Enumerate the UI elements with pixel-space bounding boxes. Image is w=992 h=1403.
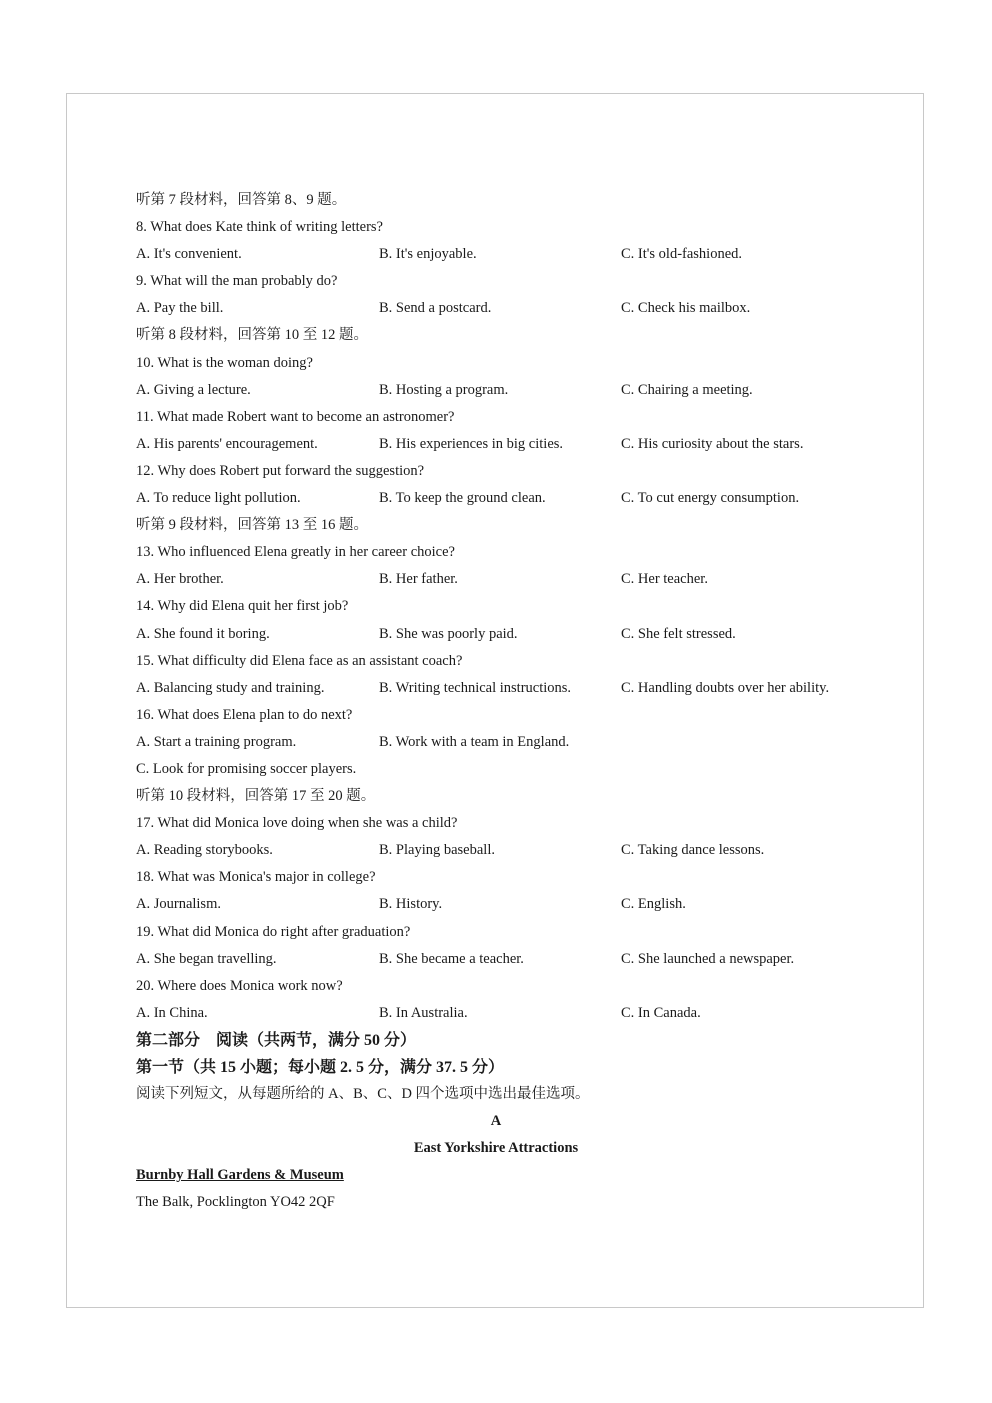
- answer-options-row: [136, 675, 856, 702]
- option-b: B. Work with a team in England.: [379, 733, 570, 750]
- answer-options-row: [136, 566, 856, 593]
- text-line: 15. What difficulty did Elena face as an assistant coach?: [136, 652, 463, 669]
- option-c: C. To cut energy consumption.: [621, 490, 800, 507]
- answer-options-row: [136, 485, 856, 512]
- answer-options-row: [136, 241, 856, 268]
- option-a: A. Start a training program.: [136, 733, 297, 750]
- answer-options-row: [136, 837, 856, 864]
- passage-title: A: [490, 1113, 502, 1130]
- option-a: A. Her brother.: [136, 571, 224, 588]
- section-heading: 第一节（共 15 小题；每小题 2. 5 分，满分 37. 5 分）: [136, 1059, 505, 1076]
- text-line: 听第 9 段材料，回答第 13 至 16 题。: [136, 517, 368, 534]
- option-b: B. Writing technical instructions.: [379, 679, 572, 696]
- exam-content: [136, 187, 856, 1217]
- section-heading: 第二部分 阅读（共两节，满分 50 分）: [136, 1031, 417, 1049]
- answer-options-row: [136, 946, 856, 973]
- option-c: C. Chairing a meeting.: [621, 381, 753, 398]
- option-a: A. Journalism.: [136, 896, 221, 913]
- answer-options-row: [136, 1000, 856, 1027]
- option-b: B. Playing baseball.: [379, 842, 495, 859]
- text-line: 9. What will the man probably do?: [136, 273, 338, 290]
- text-line: 听第 10 段材料，回答第 17 至 20 题。: [136, 788, 376, 805]
- attraction-name: [136, 1162, 856, 1189]
- option-b: B. She became a teacher.: [379, 950, 524, 967]
- option-a: A. His parents' encouragement.: [136, 435, 318, 452]
- answer-options-row: [136, 431, 856, 458]
- text-line: 11. What made Robert want to become an astronomer?: [136, 408, 455, 425]
- text-line: 8. What does Kate think of writing letters?: [136, 219, 383, 236]
- text-line: 12. Why does Robert put forward the suggestion?: [136, 462, 425, 479]
- option-c: C. She felt stressed.: [621, 625, 736, 642]
- option-c: C. His curiosity about the stars.: [621, 435, 804, 452]
- option-c: C. Her teacher.: [621, 571, 708, 588]
- text-line: 16. What does Elena plan to do next?: [136, 706, 353, 723]
- option-b: B. Hosting a program.: [379, 381, 509, 398]
- text-line: 13. Who influenced Elena greatly in her career choice?: [136, 544, 455, 561]
- text-line: 10. What is the woman doing?: [136, 354, 313, 371]
- answer-options-row: [136, 295, 856, 322]
- option-b: B. Her father.: [379, 571, 458, 588]
- option-c: C. She launched a newspaper.: [621, 950, 795, 967]
- option-b: B. His experiences in big cities.: [379, 435, 564, 452]
- text-line: 听第 7 段材料，回答第 8、9 题。: [136, 192, 347, 208]
- option-a: A. Reading storybooks.: [136, 842, 273, 859]
- answer-options-row: [136, 891, 856, 918]
- option-b: B. It's enjoyable.: [379, 246, 477, 263]
- option-c: C. Handling doubts over her ability.: [621, 679, 830, 696]
- text-line: 阅读下列短文，从每题所给的 A、B、C、D 四个选项中选出最佳选项。: [136, 1086, 590, 1103]
- option-c: C. Taking dance lessons.: [621, 842, 765, 859]
- text-line: The Balk, Pocklington YO42 2QF: [136, 1194, 335, 1211]
- text-line: 18. What was Monica's major in college?: [136, 869, 376, 886]
- option-a: A. Pay the bill.: [136, 300, 224, 317]
- text-line: C. Look for promising soccer players.: [136, 760, 357, 777]
- passage-title: East Yorkshire Attractions: [413, 1140, 579, 1157]
- option-c: C. English.: [621, 896, 686, 913]
- option-b: B. She was poorly paid.: [379, 625, 518, 642]
- option-a: A. In China.: [136, 1004, 208, 1021]
- text-line: 19. What did Monica do right after graduation?: [136, 923, 411, 940]
- answer-options-row: [136, 729, 856, 756]
- text-line: 20. Where does Monica work now?: [136, 977, 343, 994]
- answer-options-row: [136, 377, 856, 404]
- option-a: A. Balancing study and training.: [136, 679, 325, 696]
- option-b: B. Send a postcard.: [379, 300, 492, 317]
- option-c: C. It's old-fashioned.: [621, 246, 743, 263]
- option-c: C. Check his mailbox.: [621, 300, 751, 317]
- option-a: A. She found it boring.: [136, 625, 270, 642]
- option-b: B. In Australia.: [379, 1004, 468, 1021]
- answer-options-row: [136, 621, 856, 648]
- option-b: B. To keep the ground clean.: [379, 490, 546, 507]
- option-a: A. Giving a lecture.: [136, 381, 251, 398]
- option-a: A. She began travelling.: [136, 950, 277, 967]
- text-line: 14. Why did Elena quit her first job?: [136, 598, 349, 615]
- option-c: C. In Canada.: [621, 1004, 701, 1021]
- attraction-name-text: Burnby Hall Gardens & Museum: [136, 1167, 344, 1184]
- text-line: 17. What did Monica love doing when she was a child?: [136, 815, 458, 832]
- option-b: B. History.: [379, 896, 443, 913]
- text-line: 听第 8 段材料，回答第 10 至 12 题。: [136, 327, 368, 344]
- option-a: A. It's convenient.: [136, 246, 242, 263]
- option-a: A. To reduce light pollution.: [136, 490, 301, 507]
